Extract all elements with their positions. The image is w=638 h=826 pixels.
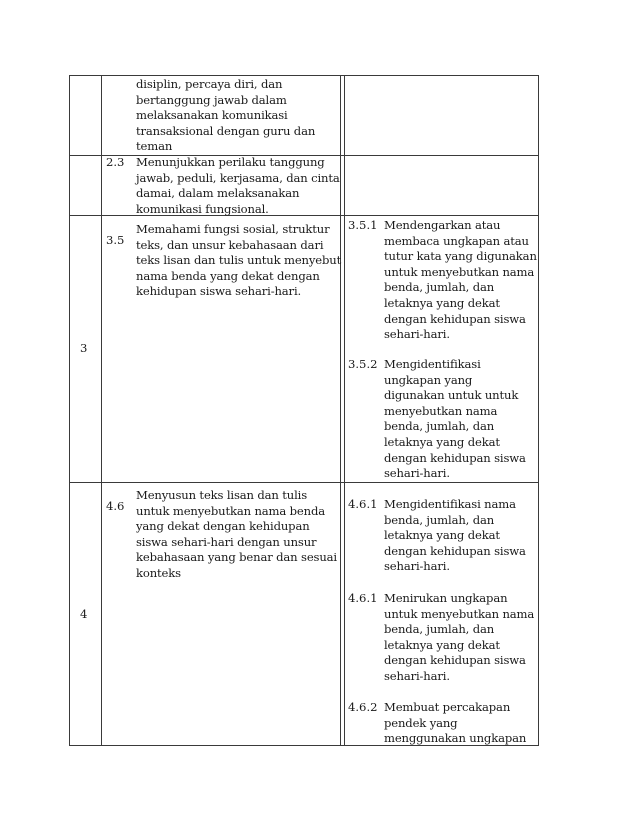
kd-text: disiplin, percaya diri, dan bertanggung jawab dalam melaksanakan komunikasi transaksional dengan guru dan teman xyxy=(136,77,316,154)
ipk-text: Mengidentifikasi nama benda, jumlah, dan letaknya yang dekat dengan kehidupan siswa sehari-hari. xyxy=(384,497,526,574)
row-number: 4 xyxy=(80,607,88,621)
table-column-divider xyxy=(340,75,341,746)
ipk-code: 4.6.1 xyxy=(348,497,378,511)
ipk-text: Membuat percakapan pendek yang menggunakan ungkapan xyxy=(384,700,527,746)
kd-text: Menunjukkan perilaku tanggung jawab, peduli, kerjasama, dan cinta damai, dalam melaksanakan komunikasi fungsional. xyxy=(136,155,340,216)
ipk-code: 3.5.2 xyxy=(348,357,378,371)
ipk-text: Mendengarkan atau membaca ungkapan atau tutur kata yang digunakan untuk menyebutkan nama benda, jumlah, dan letaknya yang dekat dengan kehidupan siswa sehari-hari. xyxy=(384,218,537,342)
row-number: 3 xyxy=(80,341,88,355)
table-row-divider xyxy=(69,482,539,483)
table-column-divider xyxy=(101,75,102,746)
kd-text: Menyusun teks lisan dan tulis untuk menyebutkan nama benda yang dekat dengan kehidupan siswa sehari-hari dengan unsur kebahasaan yang benar dan sesuai konteks xyxy=(136,488,337,580)
table-column-divider xyxy=(344,75,345,746)
kd-text: Memahami fungsi sosial, struktur teks, dan unsur kebahasaan dari teks lisan dan tulis untuk menyebut nama benda yang dekat dengan kehidupan siswa sehari-hari. xyxy=(136,222,342,299)
ipk-text: Menirukan ungkapan untuk menyebutkan nama benda, jumlah, dan letaknya yang dekat dengan kehidupan siswa sehari-hari. xyxy=(384,591,535,683)
kd-code: 2.3 xyxy=(106,155,125,169)
ipk-text: Mengidentifikasi ungkapan yang digunakan untuk untuk menyebutkan nama benda, jumlah, dan letaknya yang dekat dengan kehidupan siswa sehari-hari. xyxy=(384,357,526,481)
kd-code: 3.5 xyxy=(106,233,125,247)
ipk-code: 3.5.1 xyxy=(348,218,378,232)
kd-code: 4.6 xyxy=(106,499,125,513)
table-border-left xyxy=(69,75,70,746)
table-border-right xyxy=(538,75,539,746)
ipk-code: 4.6.2 xyxy=(348,700,378,714)
table-border-top xyxy=(69,75,539,76)
ipk-code: 4.6.1 xyxy=(348,591,378,605)
